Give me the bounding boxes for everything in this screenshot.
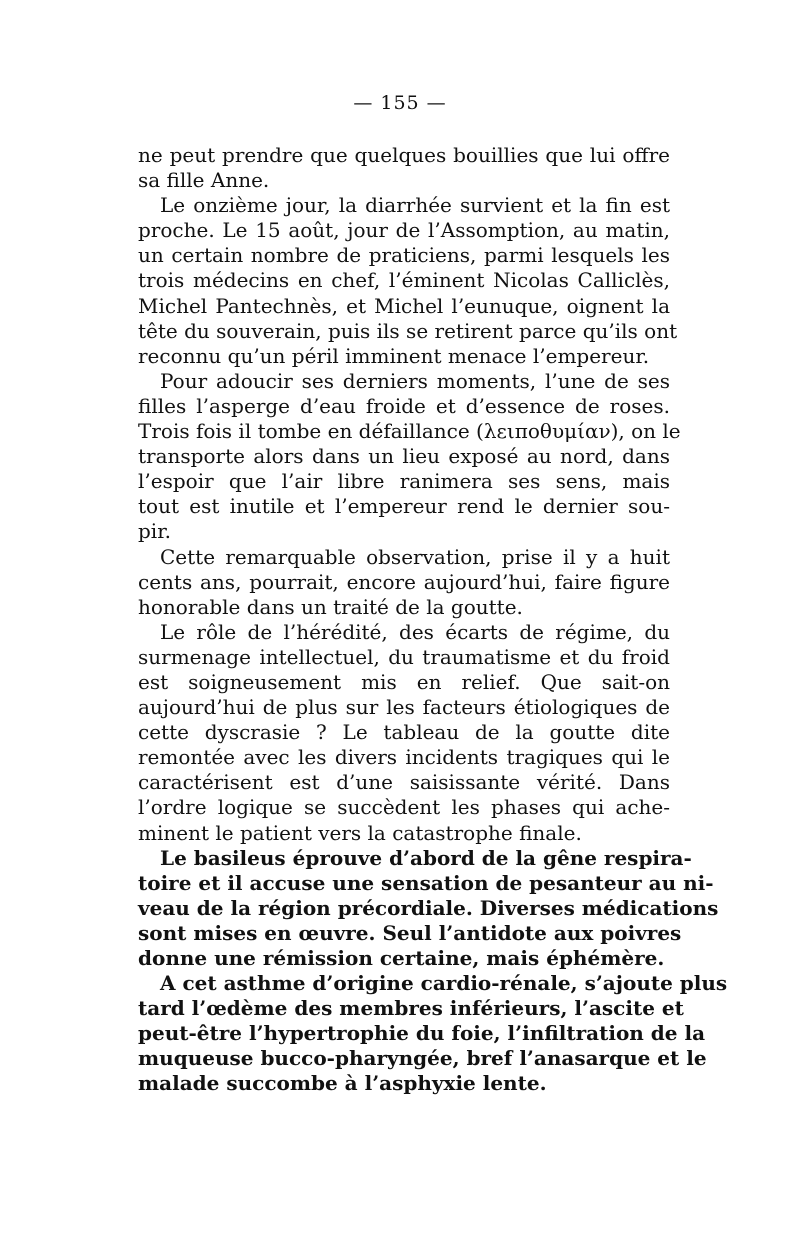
body-text [138,143,728,1097]
text-line: reconnu qu’un péril imminent menace l’empereur. [138,343,650,368]
text-line: sa fille Anne. [138,168,270,193]
text-line: un certain nombre de praticiens, parmi lesquels les [138,243,670,268]
paragraph [138,971,728,1096]
text-line: A cet asthme d’origine cardio-rénale, s’ajoute plus [160,971,728,996]
text-line: malade succombe à l’asphyxie lente. [138,1071,547,1096]
text-line: toire et il accuse une sensation de pesanteur au ni- [138,870,714,895]
text-line: donne une rémission certaine, mais éphémère. [138,946,665,970]
text-line: Le basileus éprouve d’abord de la gêne respira- [160,845,692,870]
text-line: cette dyscrasie ? Le tableau de la goutte dite [138,720,670,745]
text-line: sont mises en œuvre. Seul l’antidote aux poivres [138,920,682,945]
text-line: est soigneusement mis en relief. Que sait-on [138,669,670,694]
text-line: pir. [138,519,171,544]
text-line: veau de la région précordiale. Diverses médications [138,895,719,920]
text-line: tard l’œdème des membres inférieurs, l’ascite et [138,996,684,1021]
paragraph [138,193,678,369]
text-line: Le rôle de l’hérédité, des écarts de régime, du [160,619,670,644]
text-line: Michel Pantechnès, et Michel l’eunuque, oignent la [138,293,670,318]
text-line: l’ordre logique se succèdent les phases qui ache- [138,795,670,820]
text-line: proche. Le 15 août, jour de l’Assomption, au matin, [138,218,670,243]
text-line: cents ans, pourrait, encore aujourd’hui, faire figure [138,569,670,594]
text-line: Cette remarquable observation, prise il y a huit [160,544,670,569]
text-line: Trois fois il tombe en défaillance (λειποθυμίαν), on le [138,419,681,444]
text-line: tout est inutile et l’empereur rend le dernier sou- [138,494,670,519]
text-line: aujourd’hui de plus sur les facteurs étiologiques de [138,695,670,720]
paragraph [138,620,670,846]
paragraph [138,845,719,971]
paragraph [138,368,681,545]
text-line: peut-être l’hypertrophie du foie, l’infiltration de la [138,1021,706,1046]
paragraph [138,143,670,193]
paragraph [138,545,670,620]
text-line: caractérisent est d’une saisissante vérité. Dans [138,770,670,795]
text-line: surmenage intellectuel, du traumatisme et du froid [138,644,670,669]
text-line: transporte alors dans un lieu exposé au nord, dans [138,444,670,469]
text-line: minent le patient vers la catastrophe finale. [138,820,582,845]
text-line: ne peut prendre que quelques bouillies que lui offre [138,143,670,167]
text-line: filles l’asperge d’eau froide et d’essence de roses. [138,393,670,418]
text-line: honorable dans un traité de la goutte. [138,594,523,619]
text-line: muqueuse bucco-pharyngée, bref l’anasarque et le [138,1046,707,1071]
text-line: remontée avec les divers incidents tragiques qui le [138,745,670,770]
text-line: tête du souverain, puis ils se retirent parce qu’ils ont [138,318,678,343]
text-line: trois médecins en chef, l’éminent Nicolas Calliclès, [138,268,670,293]
text-line: l’espoir que l’air libre ranimera ses sens, mais [138,469,670,494]
text-line: Pour adoucir ses derniers moments, l’une de ses [160,368,670,393]
text-line: Le onzième jour, la diarrhée survient et la fin est [160,193,670,218]
page-number: — 155 — [353,92,447,114]
